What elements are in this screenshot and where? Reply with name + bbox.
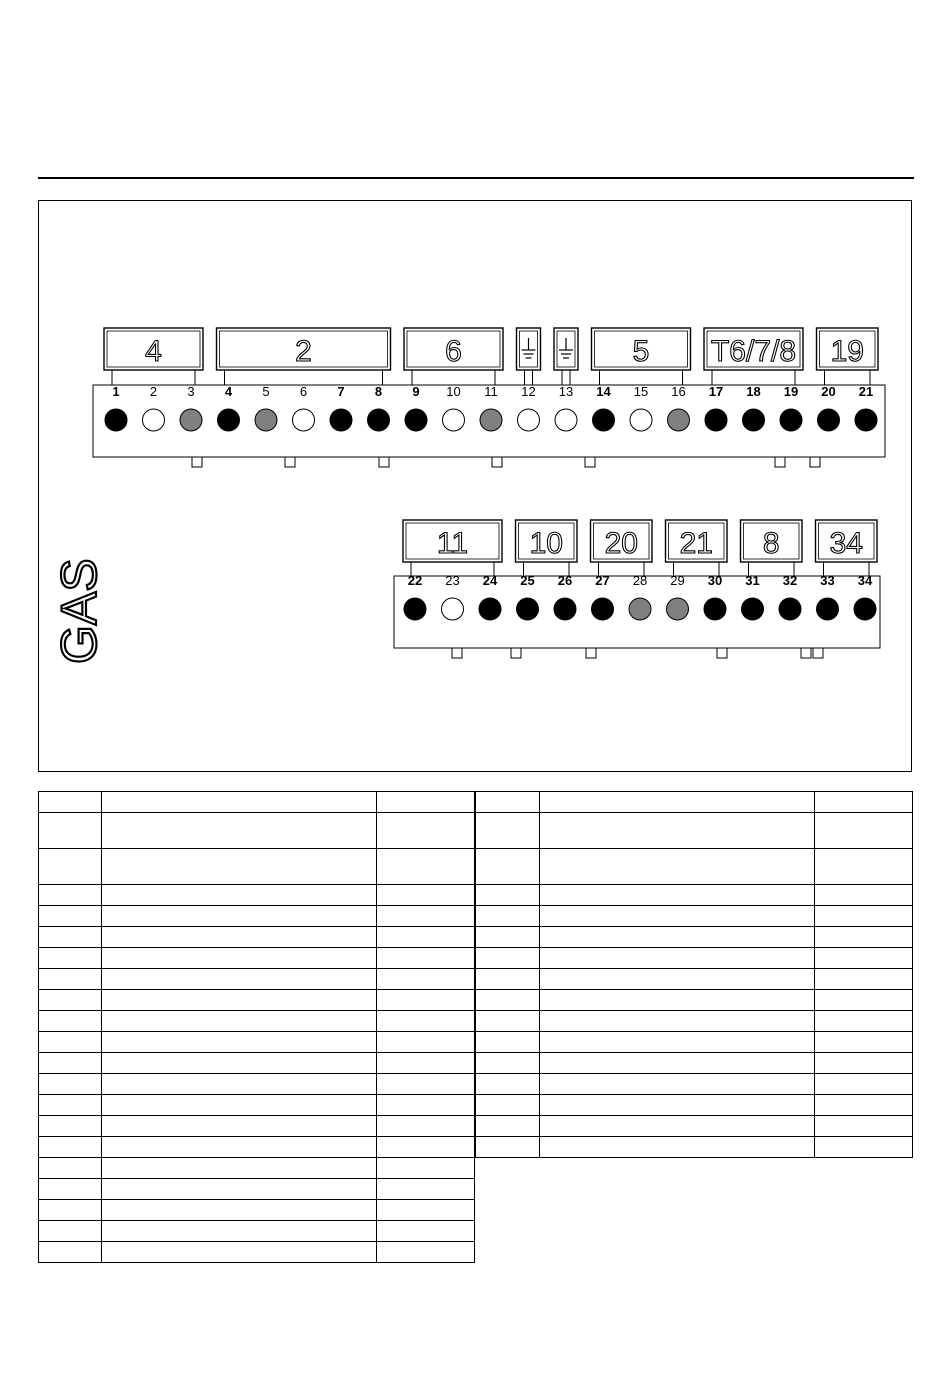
table-cell: [540, 1116, 814, 1137]
table-cell: [39, 1179, 102, 1200]
table-row: [39, 1074, 475, 1095]
pin-black: [405, 409, 427, 431]
table-cell: [376, 969, 474, 990]
table-row: [476, 1074, 913, 1095]
table-row: [39, 1095, 475, 1116]
pin-number: 27: [595, 573, 610, 588]
pin-black: [368, 409, 390, 431]
strip-tooth: [801, 648, 811, 658]
strip-tooth: [586, 648, 596, 658]
table-row: [39, 1179, 475, 1200]
pin-black: [854, 598, 876, 620]
pin-number: 17: [708, 384, 724, 399]
connector-label-text: 2: [295, 335, 312, 368]
connector-label-text: 8: [762, 527, 780, 560]
pin-white: [442, 598, 464, 620]
connector-label: [403, 520, 502, 576]
table-cell: [540, 969, 814, 990]
pin-white: [293, 409, 315, 431]
pin-black: [743, 409, 765, 431]
pin-number: 9: [412, 384, 420, 399]
table-cell: [102, 885, 376, 906]
table-cell: [39, 792, 102, 813]
table-row: [39, 1116, 475, 1137]
table-cell: [102, 990, 376, 1011]
connector-label: [592, 328, 691, 385]
table-row: [476, 990, 913, 1011]
pin-gray: [629, 598, 651, 620]
table-cell: [540, 1137, 814, 1158]
connector-label-text: T6/7/8: [710, 335, 797, 368]
pin-number: 22: [407, 573, 423, 588]
table-cell: [540, 1095, 814, 1116]
table-cell: [102, 927, 376, 948]
table-cell: [540, 849, 814, 885]
strip-tooth: [810, 457, 820, 467]
table-cell: [476, 1116, 540, 1137]
pin-number: 13: [558, 384, 574, 399]
table-cell: [814, 1116, 912, 1137]
table-cell: [39, 1200, 102, 1221]
table-row: [476, 1011, 913, 1032]
table-cell: [814, 990, 912, 1011]
table-cell: [540, 885, 814, 906]
connector-label: [817, 328, 879, 385]
pin-black: [704, 598, 726, 620]
table-row: [476, 885, 913, 906]
pin-number: 33: [820, 573, 835, 588]
connector-label: [666, 520, 728, 576]
table-cell: [540, 1011, 814, 1032]
table-cell: [102, 1095, 376, 1116]
table-cell: [102, 1242, 376, 1263]
table-cell: [39, 990, 102, 1011]
pin-black: [404, 598, 426, 620]
table-cell: [376, 927, 474, 948]
connector-label-text: 5: [632, 335, 650, 368]
pin-black: [817, 598, 839, 620]
connector-label: [217, 328, 391, 385]
table-cell: [814, 1053, 912, 1074]
pin-black: [818, 409, 840, 431]
table-row: [476, 849, 913, 885]
table-cell: [102, 1011, 376, 1032]
pin-number: 4: [224, 384, 233, 399]
table-cell: [376, 1158, 474, 1179]
table-cell: [540, 948, 814, 969]
table-row: [476, 969, 913, 990]
table-cell: [814, 849, 912, 885]
table-cell: [814, 792, 912, 813]
table-cell: [102, 1221, 376, 1242]
upper-connector-strip: [93, 328, 885, 467]
pin-number: 15: [633, 384, 649, 399]
table-cell: [376, 813, 474, 849]
table-cell: [376, 1221, 474, 1242]
pin-number: 23: [445, 573, 460, 588]
table-cell: [814, 1137, 912, 1158]
table-cell: [814, 1095, 912, 1116]
table-cell: [376, 1011, 474, 1032]
connector-label: [591, 520, 653, 576]
table-row: [39, 885, 475, 906]
gas-text: GAS: [51, 558, 107, 664]
pin-black: [705, 409, 727, 431]
pin-white: [518, 409, 540, 431]
table-row: [39, 906, 475, 927]
table-cell: [476, 1095, 540, 1116]
pin-number: 21: [858, 384, 874, 399]
pin-number: 11: [484, 384, 498, 399]
gas-label: [50, 548, 110, 668]
table-row: [39, 1137, 475, 1158]
connector-label-text: 10: [529, 527, 563, 560]
connector-label: [404, 328, 503, 385]
table-cell: [376, 990, 474, 1011]
table-cell: [476, 906, 540, 927]
table-cell: [540, 1053, 814, 1074]
pin-number: 7: [337, 384, 345, 399]
table-cell: [476, 792, 540, 813]
table-row: [39, 990, 475, 1011]
table-cell: [39, 1158, 102, 1179]
table-cell: [376, 849, 474, 885]
pin-number: 32: [782, 573, 798, 588]
table-cell: [376, 1095, 474, 1116]
pin-gray: [255, 409, 277, 431]
strip-tooth: [717, 648, 727, 658]
table-cell: [102, 1116, 376, 1137]
pin-black: [592, 598, 614, 620]
table-cell: [39, 1074, 102, 1095]
pin-black: [330, 409, 352, 431]
pin-number: 31: [745, 573, 760, 588]
table-cell: [102, 792, 376, 813]
table-cell: [376, 1116, 474, 1137]
pin-number: 5: [262, 384, 270, 399]
table-row: [39, 813, 475, 849]
pin-number: 3: [187, 384, 195, 399]
connector-label: [104, 328, 203, 385]
pin-black: [218, 409, 240, 431]
table-row: [476, 1053, 913, 1074]
pin-number: 28: [632, 573, 648, 588]
table-cell: [102, 849, 376, 885]
pin-table-left: [38, 791, 475, 1263]
table-cell: [540, 813, 814, 849]
table-cell: [39, 849, 102, 885]
table-cell: [476, 990, 540, 1011]
table-row: [476, 792, 913, 813]
table-cell: [376, 792, 474, 813]
table-cell: [476, 948, 540, 969]
strip-tooth: [192, 457, 202, 467]
table-cell: [376, 906, 474, 927]
table-row: [476, 906, 913, 927]
strip-tooth: [511, 648, 521, 658]
table-cell: [39, 813, 102, 849]
table-cell: [102, 1137, 376, 1158]
table-cell: [814, 948, 912, 969]
table-cell: [39, 1221, 102, 1242]
table-cell: [476, 927, 540, 948]
table-row: [39, 792, 475, 813]
table-cell: [39, 948, 102, 969]
pin-number: 6: [299, 384, 308, 399]
pin-number: 18: [746, 384, 761, 399]
pin-number: 24: [482, 573, 498, 588]
table-cell: [814, 813, 912, 849]
pin-number: 34: [857, 573, 873, 588]
connector-label-text: 4: [145, 335, 162, 368]
pin-number: 1: [112, 384, 120, 399]
pin-number: 8: [374, 384, 383, 399]
pin-gray: [480, 409, 502, 431]
connector-label: [741, 520, 803, 576]
pin-white: [555, 409, 577, 431]
pin-number: 30: [707, 573, 723, 588]
table-cell: [476, 1074, 540, 1095]
strip-tooth: [379, 457, 389, 467]
connector-label-text: 6: [445, 335, 462, 368]
connector-label-text: 20: [604, 527, 638, 560]
strip-tooth: [452, 648, 462, 658]
pin-black: [554, 598, 576, 620]
pin-number: 12: [521, 384, 536, 399]
table-cell: [476, 885, 540, 906]
pin-number: 26: [557, 573, 573, 588]
pin-black: [105, 409, 127, 431]
pin-number: 14: [596, 384, 611, 399]
pin-gray: [180, 409, 202, 431]
table-row: [39, 969, 475, 990]
pin-white: [630, 409, 652, 431]
pin-number: 10: [446, 384, 461, 399]
strip-tooth: [813, 648, 823, 658]
pin-number: 25: [520, 573, 535, 588]
pin-number: 20: [821, 384, 836, 399]
pin-black: [779, 598, 801, 620]
table-cell: [476, 813, 540, 849]
table-row: [39, 1200, 475, 1221]
pin-gray: [667, 598, 689, 620]
table-cell: [540, 792, 814, 813]
table-cell: [376, 1200, 474, 1221]
pin-gray: [668, 409, 690, 431]
connector-label-text: 19: [830, 335, 864, 368]
table-cell: [814, 1032, 912, 1053]
table-row: [476, 1095, 913, 1116]
table-cell: [814, 1011, 912, 1032]
table-cell: [814, 927, 912, 948]
table-row: [39, 1221, 475, 1242]
table-cell: [102, 1158, 376, 1179]
connector-label: [704, 328, 803, 385]
pin-black: [780, 409, 802, 431]
table-cell: [102, 948, 376, 969]
table-cell: [814, 969, 912, 990]
pin-black: [855, 409, 877, 431]
table-cell: [476, 1032, 540, 1053]
table-cell: [476, 1053, 540, 1074]
table-cell: [814, 1074, 912, 1095]
pin-black: [593, 409, 615, 431]
table-row: [476, 927, 913, 948]
table-cell: [39, 906, 102, 927]
table-row: [39, 1032, 475, 1053]
table-cell: [540, 1032, 814, 1053]
table-cell: [39, 1116, 102, 1137]
table-cell: [540, 906, 814, 927]
pin-white: [443, 409, 465, 431]
table-cell: [39, 927, 102, 948]
table-cell: [540, 990, 814, 1011]
pin-black: [517, 598, 539, 620]
table-cell: [102, 1200, 376, 1221]
table-cell: [814, 885, 912, 906]
table-cell: [39, 1032, 102, 1053]
table-cell: [376, 1242, 474, 1263]
table-cell: [376, 1032, 474, 1053]
connector-label-text: 21: [679, 527, 713, 560]
table-cell: [102, 969, 376, 990]
table-cell: [39, 969, 102, 990]
table-row: [39, 1053, 475, 1074]
table-row: [39, 1158, 475, 1179]
strip-tooth: [775, 457, 785, 467]
table-cell: [376, 1179, 474, 1200]
table-cell: [376, 948, 474, 969]
table-cell: [102, 906, 376, 927]
pin-number: 2: [149, 384, 158, 399]
strip-tooth: [585, 457, 595, 467]
table-cell: [39, 1053, 102, 1074]
table-cell: [39, 1137, 102, 1158]
table-cell: [39, 1242, 102, 1263]
table-row: [39, 927, 475, 948]
pin-white: [143, 409, 165, 431]
connector-label-text: 11: [436, 527, 469, 560]
connector-label: [516, 520, 578, 576]
lower-connector-strip: [394, 520, 880, 658]
table-row: [476, 1137, 913, 1158]
table-cell: [39, 1095, 102, 1116]
table-row: [39, 948, 475, 969]
table-row: [39, 1011, 475, 1032]
table-cell: [476, 1011, 540, 1032]
table-cell: [540, 1074, 814, 1095]
table-cell: [476, 969, 540, 990]
table-cell: [39, 885, 102, 906]
table-cell: [376, 1053, 474, 1074]
pin-number: 29: [670, 573, 685, 588]
table-row: [476, 813, 913, 849]
pin-black: [479, 598, 501, 620]
table-cell: [102, 1053, 376, 1074]
table-cell: [102, 1179, 376, 1200]
table-cell: [814, 906, 912, 927]
pin-number: 19: [783, 384, 799, 399]
pin-black: [742, 598, 764, 620]
table-cell: [540, 927, 814, 948]
strip-tooth: [285, 457, 295, 467]
table-cell: [376, 1074, 474, 1095]
table-row: [476, 1032, 913, 1053]
connector-label-text: 34: [829, 527, 863, 560]
strip-tooth: [492, 457, 502, 467]
table-cell: [376, 1137, 474, 1158]
table-cell: [39, 1011, 102, 1032]
pin-number: 16: [671, 384, 686, 399]
table-row: [39, 1242, 475, 1263]
table-cell: [102, 1032, 376, 1053]
table-row: [476, 1116, 913, 1137]
table-row: [476, 948, 913, 969]
table-cell: [102, 1074, 376, 1095]
table-cell: [476, 1137, 540, 1158]
pin-table-right: [475, 791, 913, 1158]
connector-label: [816, 520, 878, 576]
connector-label: [554, 328, 578, 385]
table-cell: [376, 885, 474, 906]
table-cell: [476, 849, 540, 885]
table-cell: [102, 813, 376, 849]
table-row: [39, 849, 475, 885]
connector-label: [517, 328, 541, 385]
